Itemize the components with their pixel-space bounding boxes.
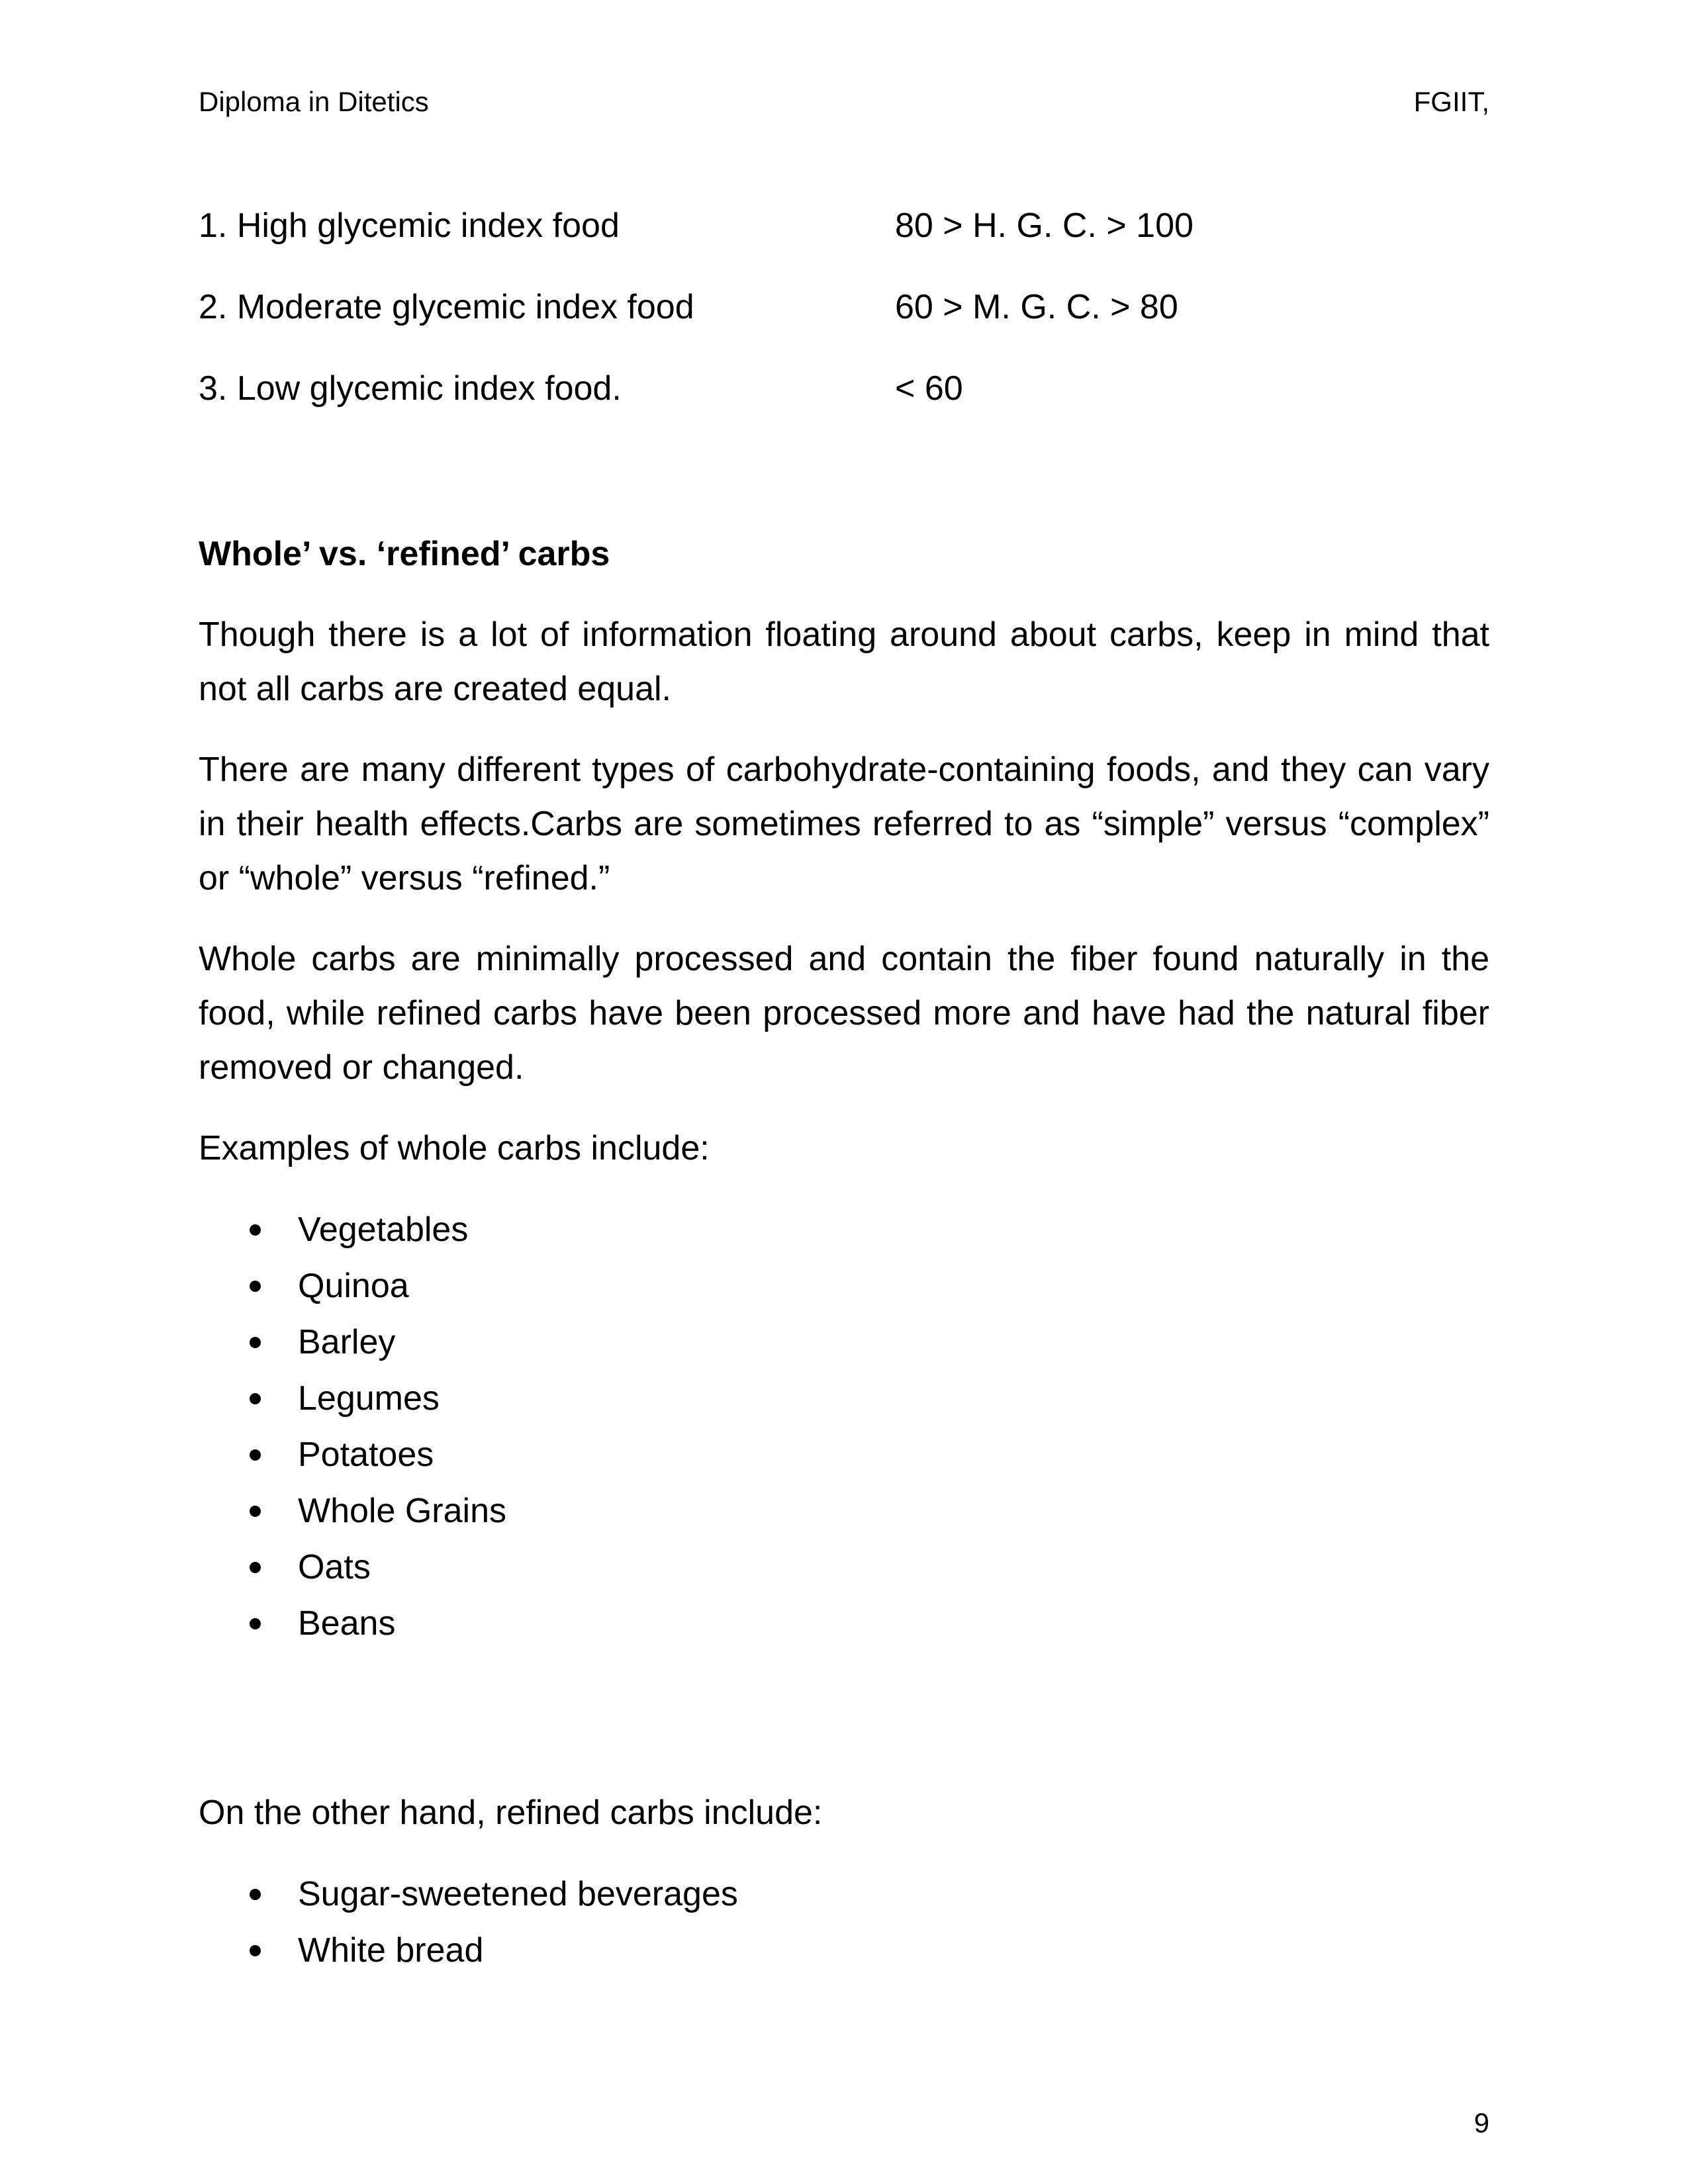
paragraph-whole-examples-intro: Examples of whole carbs include: [199, 1129, 710, 1167]
page-content [199, 199, 1489, 1979]
bullet-icon [250, 1562, 261, 1573]
header-course-title: Diploma in Ditetics [199, 86, 429, 117]
list-item: Barley [199, 1314, 1489, 1371]
gi-label: 1. High glycemic index food [199, 206, 620, 245]
bullet-icon [250, 1281, 261, 1292]
header-institute: FGIIT, [1413, 86, 1489, 117]
bullet-icon [250, 1337, 261, 1348]
gi-label: 3. Low glycemic index food. [199, 369, 622, 408]
list-item: Oats [199, 1539, 1489, 1596]
gi-row-high [199, 199, 1489, 280]
list-item: Potatoes [199, 1427, 1489, 1483]
paragraph-types: There are many different types of carbohydrate-containing foods, and they can vary in their health effects.Carbs are sometimes referred to as “simple” versus “complex” or “whole” versus “refined.” [199, 751, 1489, 897]
gi-row-low [199, 361, 1489, 443]
bullet-icon [250, 1224, 261, 1236]
page-number: 9 [1474, 2107, 1489, 2138]
bullet-icon [250, 1449, 261, 1461]
section-heading: Whole’ vs. ‘refined’ carbs [199, 535, 610, 573]
list-item: Beans [199, 1596, 1489, 1652]
gi-label: 2. Moderate glycemic index food [199, 288, 694, 326]
glycemic-index-table [199, 199, 1489, 443]
bullet-icon [250, 1393, 261, 1404]
paragraph-whole-vs-refined: Whole carbs are minimally processed and contain the fiber found naturally in the food, while refined carbs have been processed more and have had the natural fiber removed or changed. [199, 940, 1489, 1087]
gi-row-moderate [199, 280, 1489, 361]
gi-range: < 60 [895, 369, 963, 408]
list-item: Legumes [199, 1371, 1489, 1427]
refined-carbs-list [199, 1866, 1489, 1979]
list-item: Vegetables [199, 1202, 1489, 1258]
gi-range: 60 > M. G. C. > 80 [895, 288, 1178, 326]
list-item: Quinoa [199, 1258, 1489, 1314]
list-item: Sugar-sweetened beverages [199, 1866, 1489, 1923]
list-item: Whole Grains [199, 1483, 1489, 1539]
bullet-icon [250, 1506, 261, 1517]
bullet-icon [250, 1618, 261, 1629]
bullet-icon [250, 1945, 261, 1956]
bullet-icon [250, 1889, 261, 1900]
whole-carbs-list [199, 1202, 1489, 1652]
spacer [199, 1652, 1489, 1759]
gi-range: 80 > H. G. C. > 100 [895, 206, 1194, 245]
paragraph-refined-intro: On the other hand, refined carbs include: [199, 1794, 823, 1832]
list-item: White bread [199, 1923, 1489, 1979]
paragraph-intro: Though there is a lot of information floating around about carbs, keep in mind that not all carbs are created equal. [199, 615, 1489, 708]
